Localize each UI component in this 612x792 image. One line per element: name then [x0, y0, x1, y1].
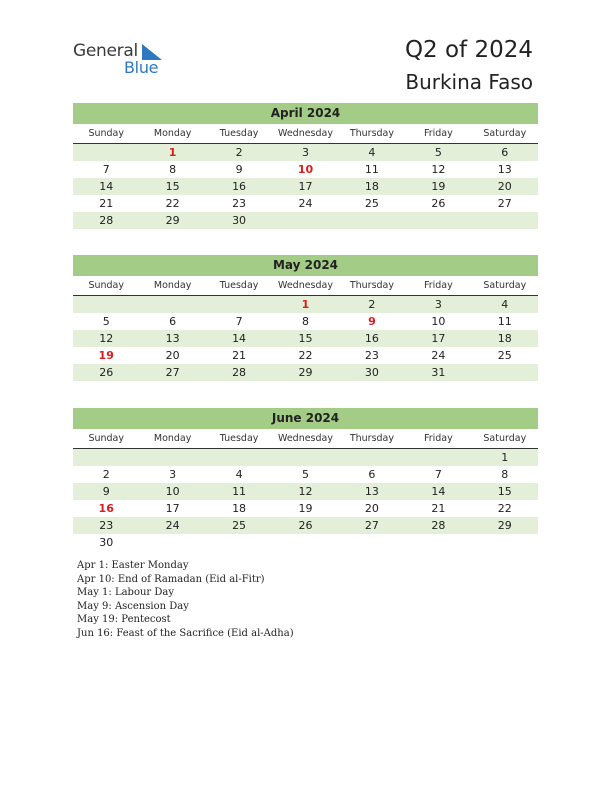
- day-cell: [472, 364, 538, 381]
- day-cell: 10: [431, 315, 446, 328]
- day-cell: 24: [165, 519, 180, 532]
- day-cell: 4: [235, 468, 243, 481]
- week-row: [73, 534, 538, 551]
- weekday-label: Saturday: [483, 128, 527, 139]
- day-cell: [405, 449, 471, 466]
- day-cell: 31: [431, 366, 446, 379]
- page-title: Q2 of 2024: [404, 37, 533, 63]
- weekday-label: Saturday: [483, 280, 527, 291]
- day-cell: 29: [497, 519, 512, 532]
- day-cell: 26: [431, 197, 446, 210]
- day-cell: 9: [368, 315, 376, 328]
- day-cell: 11: [232, 485, 247, 498]
- day-cell: 2: [235, 146, 243, 159]
- weekday-label: Monday: [153, 280, 192, 291]
- day-cell: 16: [232, 180, 247, 193]
- day-cell: 28: [431, 519, 446, 532]
- holiday-note: May 9: Ascension Day: [77, 600, 189, 612]
- day-cell: 14: [232, 332, 247, 345]
- day-cell: 21: [431, 502, 446, 515]
- day-cell: 30: [364, 366, 379, 379]
- day-cell: [472, 534, 538, 551]
- month-title: June 2024: [73, 408, 538, 429]
- day-cell: [405, 534, 471, 551]
- weekday-label: Tuesday: [219, 128, 259, 139]
- day-cell: 10: [165, 485, 180, 498]
- day-cell: 22: [298, 349, 313, 362]
- day-cell: [139, 296, 205, 313]
- day-cell: 26: [298, 519, 313, 532]
- day-cell: 6: [169, 315, 177, 328]
- day-cell: 3: [301, 146, 309, 159]
- week-row: [73, 296, 538, 313]
- weekday-label: Tuesday: [219, 280, 259, 291]
- weekday-label: Wednesday: [277, 280, 333, 291]
- day-cell: 8: [169, 163, 177, 176]
- day-cell: 18: [497, 332, 512, 345]
- day-cell: [206, 296, 272, 313]
- month-may: [73, 255, 538, 381]
- week-row: [73, 195, 538, 212]
- day-cell: 19: [298, 502, 313, 515]
- day-cell: 23: [99, 519, 114, 532]
- day-cell: [139, 534, 205, 551]
- week-row: [73, 144, 538, 161]
- weekday-label: Thursday: [349, 280, 395, 291]
- day-cell: [73, 296, 139, 313]
- day-cell: 15: [497, 485, 512, 498]
- brand-logo: [73, 41, 173, 77]
- week-row: [73, 212, 538, 229]
- weekday-label: Wednesday: [277, 128, 333, 139]
- day-cell: 18: [232, 502, 247, 515]
- day-cell: 26: [99, 366, 114, 379]
- day-cell: 2: [368, 298, 376, 311]
- day-cell: 13: [165, 332, 180, 345]
- day-cell: [272, 449, 338, 466]
- brand-blue: Blue: [124, 58, 159, 77]
- week-row: [73, 313, 538, 330]
- weekday-label: Monday: [153, 128, 192, 139]
- day-cell: 1: [501, 451, 509, 464]
- day-cell: 19: [431, 180, 446, 193]
- day-cell: 4: [501, 298, 509, 311]
- day-cell: 5: [301, 468, 309, 481]
- day-cell: 17: [298, 180, 313, 193]
- weekday-header: [73, 430, 538, 449]
- day-cell: [73, 144, 139, 161]
- day-cell: 18: [364, 180, 379, 193]
- day-cell: [272, 534, 338, 551]
- day-cell: 16: [98, 502, 114, 515]
- holiday-note: Apr 1: Easter Monday: [77, 560, 189, 571]
- day-cell: 28: [232, 366, 247, 379]
- weekday-label: Sunday: [88, 433, 124, 444]
- day-cell: 12: [298, 485, 313, 498]
- day-cell: 8: [501, 468, 509, 481]
- day-cell: 14: [431, 485, 446, 498]
- weekday-label: Monday: [153, 433, 192, 444]
- week-row: [73, 517, 538, 534]
- day-cell: 12: [431, 163, 446, 176]
- day-cell: 30: [99, 536, 114, 549]
- day-cell: [472, 212, 538, 229]
- day-cell: 23: [232, 197, 247, 210]
- day-cell: 6: [501, 146, 509, 159]
- day-cell: 27: [364, 519, 379, 532]
- day-cell: 5: [434, 146, 442, 159]
- holiday-note: Jun 16: Feast of the Sacrifice (Eid al-Adha): [77, 627, 294, 639]
- day-cell: 11: [364, 163, 379, 176]
- day-cell: 10: [297, 163, 314, 176]
- holiday-notes: [77, 559, 294, 640]
- weekday-label: Sunday: [88, 280, 124, 291]
- day-cell: [206, 534, 272, 551]
- day-cell: 6: [368, 468, 376, 481]
- day-cell: 24: [431, 349, 446, 362]
- day-cell: [339, 212, 405, 229]
- day-cell: 4: [368, 146, 376, 159]
- day-cell: 27: [497, 197, 512, 210]
- weekday-label: Thursday: [349, 433, 395, 444]
- day-cell: 2: [102, 468, 110, 481]
- day-cell: 9: [235, 163, 243, 176]
- week-row: [73, 330, 538, 347]
- month-title: April 2024: [73, 103, 538, 124]
- day-cell: [139, 449, 205, 466]
- day-cell: 29: [298, 366, 313, 379]
- day-cell: 22: [165, 197, 180, 210]
- weekday-label: Sunday: [88, 128, 124, 139]
- day-cell: 25: [497, 349, 512, 362]
- day-cell: 15: [298, 332, 313, 345]
- day-cell: 13: [364, 485, 379, 498]
- week-row: [73, 347, 538, 364]
- day-cell: 11: [497, 315, 512, 328]
- holiday-note: May 19: Pentecost: [77, 614, 171, 625]
- day-cell: 3: [169, 468, 177, 481]
- week-row: [73, 178, 538, 195]
- weekday-label: Tuesday: [219, 433, 259, 444]
- day-cell: 13: [497, 163, 512, 176]
- weekday-header: [73, 277, 538, 296]
- day-cell: 17: [431, 332, 446, 345]
- day-cell: 24: [298, 197, 313, 210]
- weekday-header: [73, 125, 538, 144]
- day-cell: 7: [102, 163, 110, 176]
- day-cell: 23: [364, 349, 379, 362]
- day-cell: 19: [98, 349, 114, 362]
- week-row: [73, 466, 538, 483]
- day-cell: 27: [165, 366, 180, 379]
- day-cell: 29: [165, 214, 180, 227]
- day-cell: [206, 449, 272, 466]
- day-cell: 8: [301, 315, 309, 328]
- day-cell: 1: [168, 146, 177, 159]
- day-cell: 17: [165, 502, 180, 515]
- holiday-note: Apr 10: End of Ramadan (Eid al-Fitr): [77, 573, 265, 585]
- month-grid: [73, 296, 538, 381]
- weekday-label: Saturday: [483, 433, 527, 444]
- day-cell: 7: [434, 468, 442, 481]
- day-cell: 21: [99, 197, 114, 210]
- weekday-label: Friday: [423, 128, 453, 139]
- month-june: [73, 408, 538, 551]
- week-row: [73, 161, 538, 178]
- weekday-label: Thursday: [349, 128, 395, 139]
- holiday-note: May 1: Labour Day: [77, 587, 174, 598]
- day-cell: 22: [497, 502, 512, 515]
- day-cell: 3: [434, 298, 442, 311]
- day-cell: 21: [232, 349, 247, 362]
- day-cell: 5: [102, 315, 110, 328]
- day-cell: 30: [232, 214, 247, 227]
- day-cell: 16: [364, 332, 379, 345]
- day-cell: [272, 212, 338, 229]
- day-cell: [405, 212, 471, 229]
- day-cell: [73, 449, 139, 466]
- week-row: [73, 483, 538, 500]
- day-cell: 7: [235, 315, 243, 328]
- day-cell: 15: [165, 180, 180, 193]
- day-cell: [339, 449, 405, 466]
- day-cell: [339, 534, 405, 551]
- weekday-label: Friday: [423, 280, 453, 291]
- month-april: [73, 103, 538, 229]
- day-cell: 20: [497, 180, 512, 193]
- day-cell: 9: [102, 485, 110, 498]
- day-cell: 20: [165, 349, 180, 362]
- month-grid: [73, 449, 538, 551]
- brand-general: General: [73, 41, 138, 61]
- day-cell: 25: [364, 197, 379, 210]
- week-row: [73, 500, 538, 517]
- week-row: [73, 449, 538, 466]
- week-row: [73, 364, 538, 381]
- weekday-label: Wednesday: [277, 433, 333, 444]
- weekday-label: Friday: [423, 433, 453, 444]
- day-cell: 12: [99, 332, 114, 345]
- country-name: Burkina Faso: [405, 70, 533, 94]
- day-cell: 1: [301, 298, 310, 311]
- day-cell: 25: [232, 519, 247, 532]
- month-grid: [73, 144, 538, 229]
- day-cell: 28: [99, 214, 114, 227]
- month-title: May 2024: [73, 255, 538, 276]
- day-cell: 14: [99, 180, 114, 193]
- day-cell: 20: [364, 502, 379, 515]
